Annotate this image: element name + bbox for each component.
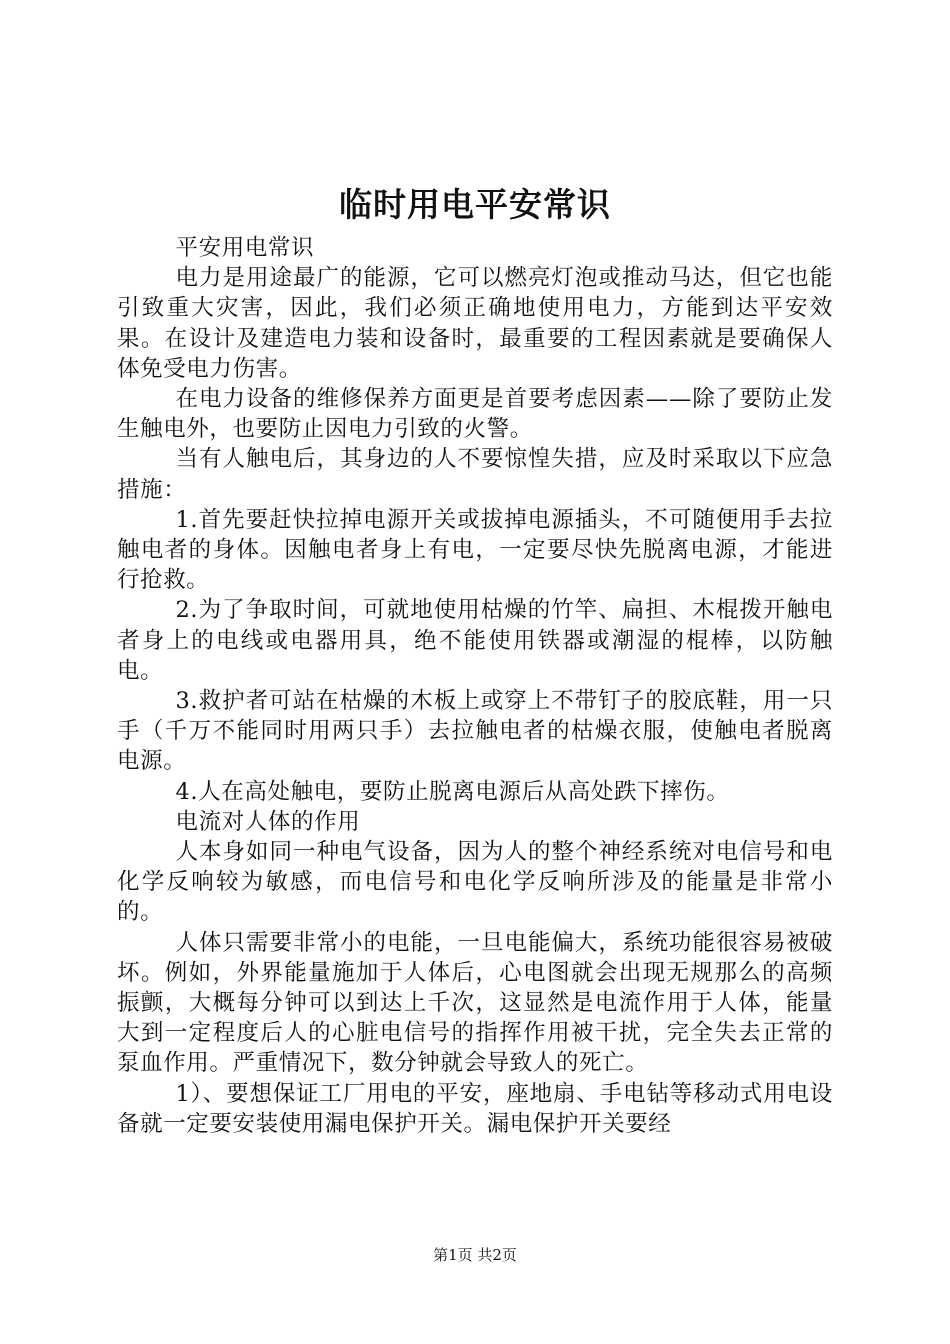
document-title: 临时用电平安常识 bbox=[339, 185, 611, 224]
paragraph: 人体只需要非常小的电能，一旦电能偏大，系统功能很容易被破坏。例如，外界能量施加于人体后，心电图就会出现无规那么的高频振颤，大概每分钟可以到达上千次，这显然是电流作用于人体，能量大到一定程度后人的心脏电信号的指挥作用被干扰，完全失去正常的泵血作用。严重情况下，数分钟就会导致人的死亡。 bbox=[117, 929, 833, 1077]
document-body bbox=[117, 233, 833, 1139]
paragraph: 在电力设备的维修保养方面更是首要考虑因素——除了要防止发生触电外，也要防止因电力引致的火警。 bbox=[117, 386, 833, 443]
list-item: 3.救护者可站在枯燥的木板上或穿上不带钉子的胶底鞋，用一只手（千万不能同时用两只手）去拉触电者的枯燥衣服，使触电者脱离电源。 bbox=[117, 688, 833, 775]
paragraph: 人本身如同一种电气设备，因为人的整个神经系统对电信号和电化学反响较为敏感，而电信号和电化学反响所涉及的能量是非常小的。 bbox=[117, 839, 833, 926]
section-heading-current: 电流对人体的作用 bbox=[175, 808, 361, 835]
paragraph: 当有人触电后，其身边的人不要惊惶失措，应及时采取以下应急措施： bbox=[117, 446, 833, 503]
list-item: 1.首先要赶快拉掉电源开关或拔掉电源插头，不可随便用手去拉触电者的身体。因触电者身上有电，一定要尽快先脱离电源，才能进行抢救。 bbox=[117, 506, 833, 594]
page-footer: 第1页 共2页 bbox=[433, 1246, 517, 1264]
paragraph: 电力是用途最广的能源，它可以燃亮灯泡或推动马达，但它也能引致重大灾害，因此，我们必须正确地使用电力，方能到达平安效果。在设计及建造电力装和设备时，最重要的工程因素就是要确保人体免受电力伤害。 bbox=[117, 265, 833, 382]
list-item: 4.人在高处触电，要防止脱离电源后从高处跌下摔伤。 bbox=[175, 778, 730, 805]
list-item: 2.为了争取时间，可就地使用枯燥的竹竿、扁担、木棍拨开触电者身上的电线或电器用具，绝不能使用铁器或潮湿的棍棒，以防触电。 bbox=[117, 597, 833, 684]
paragraph: 1）、要想保证工厂用电的平安，座地扇、手电钻等移动式用电设备就一定要安装使用漏电保护开关。漏电保护开关要经 bbox=[117, 1080, 833, 1137]
section-heading-safety: 平安用电常识 bbox=[175, 235, 315, 261]
